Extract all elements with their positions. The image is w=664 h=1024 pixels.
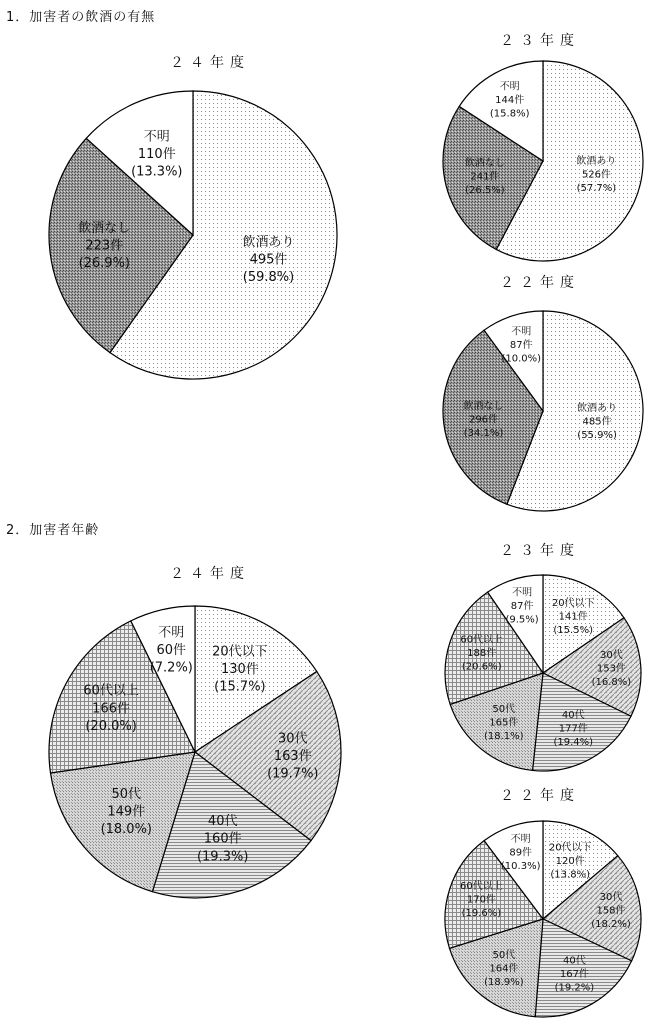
slice-label: 不明: [143, 129, 170, 145]
slice-percent: (19.7%): [267, 766, 319, 782]
slice-count: 495件: [249, 252, 288, 268]
slice-label: 不明: [510, 834, 531, 846]
slice-percent: (59.8%): [242, 270, 295, 286]
slice-label: 20代以下: [548, 842, 592, 854]
slice-count: 87件: [510, 601, 534, 613]
slice-label: 飲酒あり: [242, 235, 295, 250]
slice-label: 60代以上: [83, 683, 139, 699]
slice-percent: (18.2%): [591, 919, 631, 931]
pie-chart-age-22: [444, 820, 644, 1020]
slice-count: 144件: [495, 95, 525, 106]
slice-label: 40代: [207, 814, 238, 830]
slice-label: 20代以下: [212, 644, 268, 660]
chart-title: ２４年度: [170, 55, 250, 71]
slice-percent: (10.3%): [500, 861, 541, 873]
slice-label: 飲酒あり: [577, 403, 618, 415]
slice-count: 166件: [92, 701, 131, 717]
slice-label: 30代: [599, 892, 623, 904]
slice-count: 170件: [466, 894, 496, 906]
slice-label: 40代: [561, 709, 585, 721]
slice-count: 163件: [273, 748, 312, 764]
slice-count: 241件: [470, 171, 500, 183]
pie-chart-drinking-22: [442, 310, 644, 520]
slice-percent: (13.8%): [550, 869, 590, 881]
slice-count: 60件: [156, 643, 187, 659]
slice-count: 167件: [559, 968, 589, 980]
slice-label: 不明: [511, 326, 532, 338]
pie-chart-age-24: [48, 605, 342, 899]
slice-count: 485件: [582, 416, 612, 428]
slice-count: 296件: [468, 414, 499, 426]
pie-chart-age-23: [444, 574, 644, 774]
slice-percent: (20.6%): [461, 661, 502, 673]
slice-count: 158件: [596, 905, 626, 917]
slice-count: 188件: [467, 648, 497, 659]
slice-count: 120件: [555, 855, 585, 867]
slice-label: 30代: [278, 731, 308, 747]
section-title-age: 2．加害者年齢: [6, 523, 100, 538]
slice-percent: (18.0%): [100, 822, 153, 838]
slice-count: 87件: [509, 339, 533, 351]
slice-count: 526件: [581, 169, 611, 181]
slice-count: 223件: [85, 238, 124, 254]
slice-label: 50代: [111, 787, 142, 802]
slice-label: 30代: [600, 650, 623, 662]
slice-label: 20代以下: [551, 597, 595, 609]
slice-count: 141件: [558, 611, 588, 623]
slice-count: 153件: [596, 663, 626, 675]
slice-percent: (15.8%): [489, 108, 530, 120]
chart-title: ２４年度: [170, 566, 250, 582]
slice-percent: (55.9%): [577, 430, 617, 442]
slice-percent: (18.9%): [484, 977, 524, 988]
slice-percent: (19.4%): [553, 736, 594, 748]
slice-percent: (7.2%): [149, 660, 193, 676]
slice-percent: (34.1%): [463, 427, 504, 439]
slice-label: 60代以上: [460, 634, 504, 646]
slice-label: 60代以上: [460, 881, 503, 893]
chart-title: ２２年度: [500, 788, 580, 804]
slice-percent: (15.5%): [553, 624, 593, 636]
section-title-drinking: 1．加害者の飲酒の有無: [6, 10, 156, 25]
slice-percent: (9.5%): [505, 614, 539, 626]
slice-label: 50代: [492, 703, 516, 715]
chart-title: ２３年度: [500, 33, 580, 49]
slice-percent: (57.7%): [576, 183, 617, 195]
slice-percent: (16.8%): [591, 677, 632, 689]
slice-count: 89件: [509, 847, 533, 859]
chart-title: ２３年度: [500, 543, 580, 559]
slice-label: 40代: [563, 955, 586, 967]
slice-percent: (18.1%): [484, 730, 524, 742]
slice-count: 164件: [489, 963, 519, 975]
slice-label: 飲酒あり: [576, 156, 617, 168]
slice-percent: (19.6%): [461, 908, 502, 920]
pie-chart-drinking-24: [48, 90, 338, 380]
slice-count: 177件: [558, 723, 588, 735]
slice-percent: (19.3%): [196, 849, 249, 865]
chart-title: ２２年度: [500, 275, 580, 291]
slice-count: 130件: [220, 662, 259, 677]
slice-label: 飲酒なし: [464, 158, 505, 169]
slice-percent: (10.0%): [501, 353, 542, 365]
slice-label: 50代: [492, 950, 516, 961]
slice-percent: (20.0%): [85, 718, 137, 734]
slice-count: 149件: [107, 804, 146, 820]
slice-percent: (26.5%): [465, 185, 505, 196]
pie-chart-drinking-23: [442, 60, 644, 262]
slice-count: 160件: [203, 831, 242, 847]
slice-count: 110件: [137, 146, 176, 162]
slice-label: 不明: [158, 625, 185, 641]
slice-percent: (26.9%): [78, 255, 131, 271]
slice-percent: (19.2%): [554, 982, 595, 994]
slice-label: 不明: [499, 81, 520, 93]
slice-percent: (15.7%): [214, 679, 266, 695]
slice-label: 不明: [512, 587, 533, 599]
slice-count: 165件: [489, 717, 519, 729]
slice-label: 飲酒なし: [463, 400, 504, 412]
slice-percent: (13.3%): [131, 164, 183, 180]
slice-label: 飲酒なし: [78, 220, 131, 236]
